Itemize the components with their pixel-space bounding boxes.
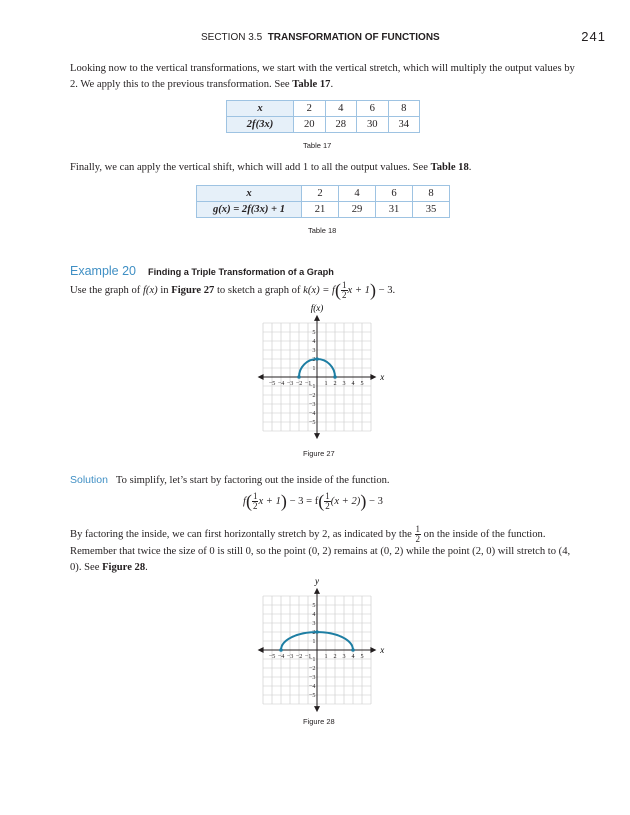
example-prompt: Use the graph of f(x) in Figure 27 to sketch a graph of k(x) = f( $\frac{1}{2}$ x + 1) − 3. [70,279,396,300]
curve-point [351,648,355,652]
x-tick-label: −2 [295,380,303,387]
curve-point [297,375,301,379]
x-tick-label: −1 [304,653,312,660]
tick-labels [269,329,364,426]
x-tick-label: 2 [333,653,337,660]
arrow-down-icon [314,433,320,439]
arrow-up-icon [314,588,320,594]
table-cell: 21 [302,202,339,218]
table-cell: 28 [325,117,357,133]
x-axis-label: x [380,372,385,382]
table-cell: 6 [357,101,389,117]
x-tick-label: −1 [304,380,312,387]
table-17-caption: Table 17 [303,141,332,150]
y-tick-label: −5 [308,692,316,700]
x-tick-label: −2 [295,653,303,660]
x-tick-label: 1 [324,653,328,660]
paragraph-factoring-explanation: By factoring the inside, we can first horizontally stretch by 2, as indicated by the $\frac{1}{2}$ on the inside of the function. Remember that twice the size of 0 is still 0, so the point (0, 2) remains at (0, 2) while the point (2, 0) will stretch to (4, 0). See Figure 28. [70,524,571,573]
x-tick-label: −5 [268,653,276,660]
y-tick-label: −4 [308,683,316,691]
solution-label: Solution [70,474,108,486]
curve-point [315,630,319,634]
running-header [0,31,630,45]
y-tick-label: 4 [312,338,316,346]
figure-28-graph [250,571,390,716]
figure-27-graph [250,298,390,443]
table-18-header-x: x [197,186,302,202]
table-cell: 34 [388,117,420,133]
table-cell: 8 [413,186,450,202]
table-cell: 4 [325,101,357,117]
arrow-up-icon [314,315,320,321]
table-cell: 8 [388,101,420,117]
y-tick-label: 1 [312,365,316,373]
arrow-down-icon [314,706,320,712]
table-18 [196,185,450,218]
y-tick-label: 5 [312,602,316,610]
arrow-right-icon [370,647,376,653]
y-tick-label: 4 [312,611,316,619]
y-axis-label: y [315,575,319,586]
curve-point [315,357,319,361]
example-title: Finding a Triple Transformation of a Graph [148,267,334,277]
y-tick-label: −1 [308,656,316,664]
x-tick-label: 4 [351,653,355,660]
page-number: 241 [581,29,606,44]
x-tick-label: −4 [277,653,285,660]
x-tick-label: −3 [286,653,294,660]
x-tick-label: 3 [342,380,346,387]
paragraph-vertical-stretch: Looking now to the vertical transformations, we start with the vertical stretch, which will multiply the output values by 2. We apply this to the previous transformation. See Table 17. [70,63,575,90]
example-heading [70,262,334,280]
table-17-header-2f3x: 2f(3x) [227,117,294,133]
y-tick-label: −3 [308,674,316,682]
table-17 [226,100,420,133]
factoring-equation: f( $\frac{1}{2}$ x + 1) − 3 = f( $\frac{1}{2}$ (x + 2)) − 3 [243,491,383,511]
axes [258,315,377,439]
axes [258,588,377,712]
table-cell: 2 [294,101,326,117]
y-tick-label: 5 [312,329,316,337]
y-tick-label: −1 [308,383,316,391]
table-cell: 35 [413,202,450,218]
x-tick-label: 2 [333,380,337,387]
table-cell: 4 [339,186,376,202]
y-tick-label: −5 [308,419,316,427]
curve-point [279,648,283,652]
arrow-right-icon [370,374,376,380]
arrow-left-icon [258,647,264,653]
table-cell: 29 [339,202,376,218]
y-tick-label: 1 [312,638,316,646]
x-tick-label: 5 [360,380,364,387]
table-18-header-gx: g(x) = 2f(3x) + 1 [197,202,302,218]
x-tick-label: 1 [324,380,328,387]
y-tick-label: −2 [308,665,316,673]
y-tick-label: −3 [308,401,316,409]
arrow-left-icon [258,374,264,380]
y-axis-label: f(x) [310,302,324,313]
figure-28-caption: Figure 28 [303,717,335,726]
table-cell: 2 [302,186,339,202]
x-tick-label: 5 [360,653,364,660]
x-tick-label: 4 [351,380,355,387]
paragraph-vertical-shift: Finally, we can apply the vertical shift, which will add 1 to all the output values. See Table 18. [70,162,472,173]
example-label: Example 20 [70,264,137,278]
tick-labels [269,602,364,699]
table-17-header-x: x [227,101,294,117]
x-tick-label: −4 [277,380,285,387]
x-tick-label: −5 [268,380,276,387]
y-tick-label: 2 [312,629,316,637]
y-tick-label: −2 [308,392,316,400]
table-cell: 20 [294,117,326,133]
x-tick-label: −3 [286,380,294,387]
y-tick-label: 2 [312,356,316,364]
table-18-caption: Table 18 [308,226,337,235]
table-cell: 30 [357,117,389,133]
figure-27-caption: Figure 27 [303,449,335,458]
y-tick-label: −4 [308,410,316,418]
curve-point [333,375,337,379]
table-cell: 6 [376,186,413,202]
solution-line: Solution To simplify, let’s start by factoring out the inside of the function. [70,474,390,486]
y-tick-label: 3 [312,620,316,628]
x-axis-label: x [380,645,385,655]
header-section: SECTION 3.5 TRANSFORMATION OF FUNCTIONS [201,32,440,43]
y-tick-label: 3 [312,347,316,355]
table-cell: 31 [376,202,413,218]
x-tick-label: 3 [342,653,346,660]
